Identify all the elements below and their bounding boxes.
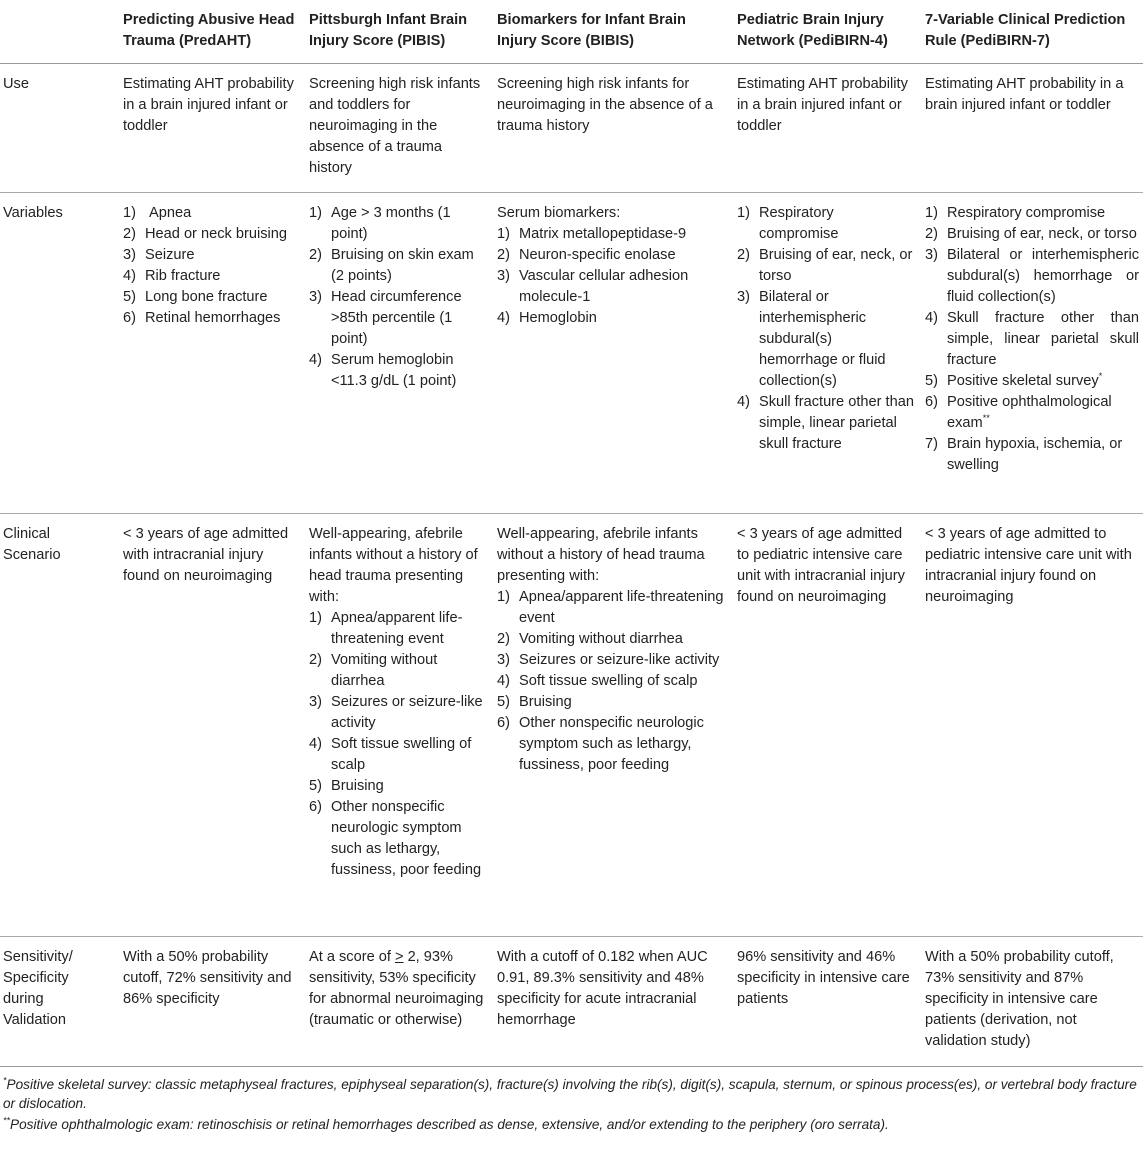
list-item: 5) Bruising	[309, 778, 384, 794]
header-pibis: Pittsburgh Infant Brain Injury Score (PIBIS)	[309, 12, 468, 49]
variables-pibis	[302, 193, 490, 514]
list-item: 4) Skull fracture other than simple, linear parietal skull fracture	[925, 310, 1139, 368]
footnote-mark: **	[982, 413, 990, 424]
list-item: 4) Skull fracture other than simple, linear parietal skull fracture	[737, 394, 914, 452]
list-item: 1) Respiratory compromise	[737, 205, 839, 242]
sensitivity-pibis: At a score of > 2, 93% sensitivity, 53% specificity for abnormal neuroimaging (traumatic or otherwise)	[309, 949, 484, 1028]
list-item: 3) Bilateral or interhemispheric subdural(s) hemorrhage or fluid collection(s)	[925, 247, 1139, 305]
sensitivity-predaht: With a 50% probability cutoff, 72% sensitivity and 86% specificity	[123, 949, 292, 1007]
variables-pedibirn7	[918, 193, 1143, 514]
list-item: 7) Brain hypoxia, ischemia, or swelling	[925, 436, 1123, 473]
list-item: 2) Neuron-specific enolase	[497, 247, 676, 263]
header-pedibirn7: 7-Variable Clinical Prediction Rule (PediBIRN-7)	[925, 12, 1126, 49]
row-label-sensitivity: Sensitivity/ Specificity during Validation	[3, 949, 73, 1028]
list-item: 3) Seizures or seizure-like activity	[309, 694, 483, 731]
row-label-variables: Variables	[3, 205, 63, 221]
list-item: 1) Apnea/apparent life-threatening event	[497, 589, 724, 626]
list-item: 6) Other nonspecific neurologic symptom such as lethargy, fussiness, poor feeding	[309, 799, 482, 878]
list-item: 4) Soft tissue swelling of scalp	[497, 673, 698, 689]
use-pedibirn7: Estimating AHT probability in a brain injured infant or toddler	[925, 76, 1124, 113]
bibis-intro: Serum biomarkers:	[497, 205, 621, 221]
footnote-1: *Positive skeletal survey: classic metaphyseal fractures, epiphyseal separation(s), fracture(s) involving the rib(s), digit(s), scapula, sternum, or spinous process(es), or vertebral body fracture or dislocation.	[3, 1075, 1137, 1111]
footnote-mark: *	[1098, 371, 1103, 382]
row-label-clinical-scenario: Clinical Scenario	[3, 526, 61, 563]
list-item: 3) Bilateral or interhemispheric subdural(s) hemorrhage or fluid collection(s)	[737, 289, 886, 389]
ge-symbol: >	[394, 949, 404, 965]
row-label-use: Use	[3, 76, 29, 92]
list-item: 3) Seizure	[123, 247, 195, 263]
use-predaht: Estimating AHT probability in a brain injured infant or toddler	[123, 76, 294, 134]
row-clinical-scenario	[0, 514, 1143, 937]
list-item: 2) Vomiting without diarrhea	[309, 652, 438, 689]
clinical-pedibirn4: < 3 years of age admitted to pediatric intensive care unit with intracranial injury found on neuroimaging	[737, 526, 905, 605]
clinical-pibis: Well-appearing, afebrile infants without a history of head trauma presenting with: 1) Apnea/apparent life-threatening event 2) Vomiting without diarrhea 3) Seizures or seizure-like activity 4) Soft tissue swelling of scalp 5) Bruising 6) Other nonspecific neurologic symptom such as lethargy, fussiness, poor feeding	[302, 514, 490, 937]
list-item: 3) Seizures or seizure-like activity	[497, 652, 720, 668]
header-bibis: Biomarkers for Infant Brain Injury Score (BIBIS)	[497, 12, 686, 49]
sensitivity-pedibirn4: 96% sensitivity and 46% specificity in intensive care patients	[737, 949, 910, 1007]
list-item: 5) Bruising	[497, 694, 572, 710]
variables-pedibirn4	[730, 193, 918, 514]
list-item: 5) Long bone fracture	[123, 289, 268, 305]
list-item: 6) Positive ophthalmological exam**	[925, 394, 1112, 431]
list-item: 2) Bruising of ear, neck, or torso	[925, 226, 1137, 242]
list-item: 3) Vascular cellular adhesion molecule-1	[497, 268, 689, 305]
list-item: 4) Rib fracture	[123, 268, 221, 284]
footnote-2: **Positive ophthalmologic exam: retinoschisis or retinal hemorrhages described as dense, extensive, and/or extending to the periphery (oro serrata).	[3, 1115, 889, 1132]
list-item: 6) Other nonspecific neurologic symptom such as lethargy, fussiness, poor feeding	[497, 715, 704, 773]
row-use	[0, 64, 1143, 193]
sensitivity-bibis: With a cutoff of 0.182 when AUC 0.91, 89.3% sensitivity and 48% specificity for acute intracranial hemorrhage	[497, 949, 708, 1028]
clinical-bibis: Well-appearing, afebrile infants without a history of head trauma presenting with: 1) Apnea/apparent life-threatening event 2) Vomiting without diarrhea 3) Seizures or seizure-like activity 4) Soft tissue swelling of scalp 5) Bruising 6) Other nonspecific neurologic symptom such as lethargy, fussiness, poor feeding	[490, 514, 730, 937]
row-sensitivity	[0, 937, 1143, 1067]
list-item: 4) Hemoglobin	[497, 310, 597, 326]
list-item: 4) Soft tissue swelling of scalp	[309, 736, 472, 773]
header-row	[0, 0, 1143, 64]
list-item: 2) Bruising of ear, neck, or torso	[737, 247, 913, 284]
list-item: 1) Matrix metallopeptidase-9	[497, 226, 687, 242]
list-item: 3) Head circumference >85th percentile (1 point)	[309, 289, 462, 347]
header-corner	[0, 0, 116, 64]
list-item: 2) Head or neck bruising	[123, 226, 287, 242]
header-pedibirn4: Pediatric Brain Injury Network (PediBIRN-4)	[737, 12, 888, 49]
use-bibis: Screening high risk infants for neuroimaging in the absence of a trauma history	[497, 76, 713, 134]
header-predaht: Predicting Abusive Head Trauma (PredAHT)	[123, 12, 295, 49]
variables-predaht	[116, 193, 302, 514]
list-item: 1) Apnea	[123, 205, 192, 221]
list-item: 5) Positive skeletal survey*	[925, 371, 1103, 389]
list-item: 4) Serum hemoglobin <11.3 g/dL (1 point)	[309, 352, 457, 389]
row-variables	[0, 193, 1143, 514]
list-item: 2) Bruising on skin exam (2 points)	[309, 247, 474, 284]
list-item: 1) Apnea/apparent life-threatening event	[309, 610, 463, 647]
clinical-predaht: < 3 years of age admitted with intracranial injury found on neuroimaging	[123, 526, 289, 584]
list-item: 1) Age > 3 months (1 point)	[309, 205, 451, 242]
use-pibis: Screening high risk infants and toddlers for neuroimaging in the absence of a trauma history	[309, 76, 481, 176]
clinical-pedibirn7: < 3 years of age admitted to pediatric intensive care unit with intracranial injury found on neuroimaging	[925, 526, 1132, 605]
sensitivity-pedibirn7: With a 50% probability cutoff, 73% sensitivity and 87% specificity in intensive care patients (derivation, not validation study)	[925, 949, 1114, 1049]
variables-bibis	[490, 193, 730, 514]
footnotes	[0, 1067, 1143, 1134]
list-item: 2) Vomiting without diarrhea	[497, 631, 683, 647]
use-pedibirn4: Estimating AHT probability in a brain injured infant or toddler	[737, 76, 908, 134]
list-item: 6) Retinal hemorrhages	[123, 310, 281, 326]
list-item: 1) Respiratory compromise	[925, 205, 1106, 221]
